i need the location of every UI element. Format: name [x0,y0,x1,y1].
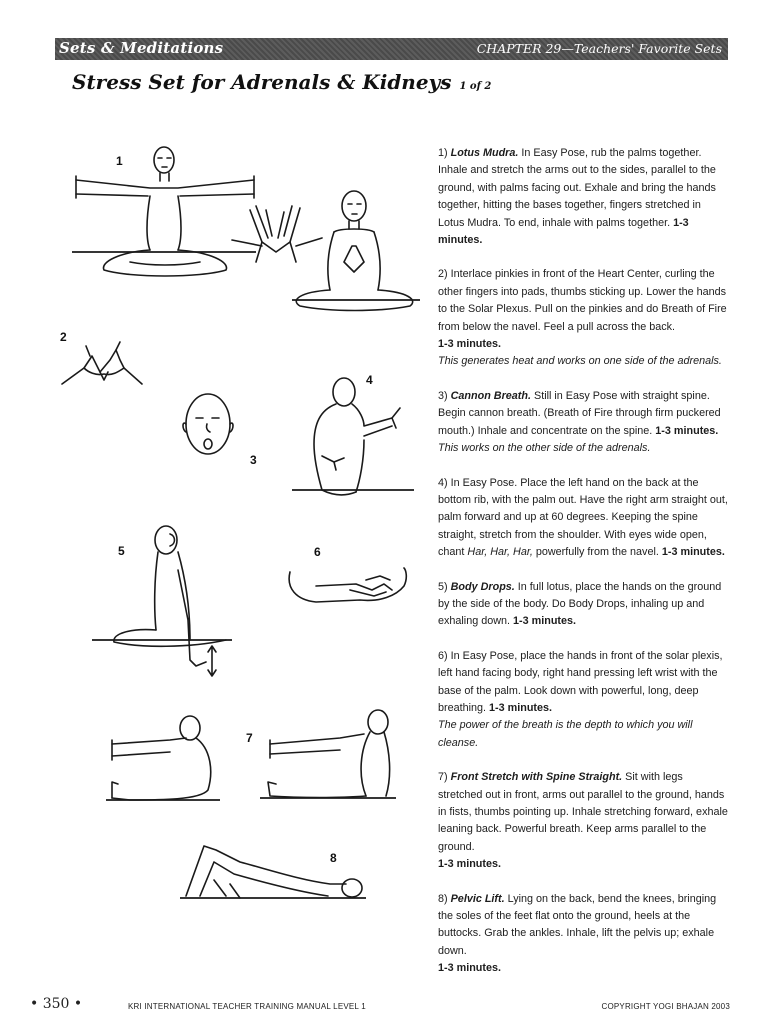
step-8-name: Pelvic Lift. [450,892,505,905]
page-title-part: 1 of 2 [459,81,492,92]
page-number: • 350 • [30,996,83,1012]
step-4-chant: Har, Har, Har, [467,546,533,559]
chapter-title: CHAPTER 29—Teachers' Favorite Sets [476,41,722,56]
step-7-name: Front Stretch with Spine Straight. [450,771,623,784]
figure-label-6: 6 [314,545,321,559]
step-4: 4) In Easy Pose. Place the left hand on the back at the bottom rib, with the palm out. Have the right arm straight out, palm forward and up at 60 degrees. Keeping the spine straight, stretch from the shoulder. With eyes wide open, chant Har, Har, Har, powerfully from the navel. 1-3 minutes. [438,476,728,559]
step-3-name: Cannon Breath. [450,389,531,402]
step-5-text: In full lotus, place the hands on the ground by the side of the body. Do Body Drops, inhaling up and exhaling down. [438,580,722,628]
figure-1-lotus-mudra-hands [232,206,322,262]
figure-3-cannon-breath [183,394,257,467]
step-5-duration: 1-3 minutes. [513,615,577,628]
figure-7-front-stretch-forward [106,716,220,800]
manual-title: KRI INTERNATIONAL TEACHER TRAINING MANUAL LEVEL 1 [128,1002,366,1011]
figure-6-hands-pressing [289,545,406,602]
section-title: Sets & Meditations [59,39,224,57]
step-7: 7) Front Stretch with Spine Straight. Sit with legs stretched out in front, arms out parallel to the ground, hands in fists, thumbs pointing up. Inhale stretching forward, exhale leaning back. Powerful breath. Keep arms parallel to the ground. 1-3 minutes. [438,771,728,871]
step-2: 2) Interlace pinkies in front of the Heart Center, curling the other fingers into pads, thumbs sticking up. Lower the hands to the Solar Plexus. Pull on the pinkies and do Breath of Fire from below the navel. Feel a pull across the back. 1-3 minutes. This generates heat and works on one side of the adrenals. [438,268,727,368]
step-3-text: Still in Easy Pose with straight spine. Begin cannon breath. (Breath of Fire through firm puckered mouth.) Inhale and concentrate on the spine. [438,389,721,437]
step-4-duration: 1-3 minutes. [661,546,725,559]
figure-2-interlaced-pinkies [60,330,142,384]
figure-7-front-stretch-back [246,710,396,798]
step-1-text: In Easy Pose, rub the palms together. Inhale and stretch the arms out to the sides, parallel to the ground, with palms facing out. Exhale and bring the hands together, hitting the bases together, fingers stretched in Lotus Mudra. To end, inhale with palms together. [438,147,716,229]
figure-5-body-drops [92,526,232,676]
step-3-duration: 1-3 minutes. [655,424,719,437]
page-footer [30,996,730,1016]
figure-8-pelvic-lift [180,846,366,898]
step-2-note: This generates heat and works on one side of the adrenals. [438,355,722,368]
page-title-main: Stress Set for Adrenals & Kidneys [72,70,452,94]
step-1-name: Lotus Mudra. [450,147,519,159]
step-1: 1) Lotus Mudra. In Easy Pose, rub the palms together. Inhale and stretch the arms out to the sides, parallel to the ground, with palms facing out. Exhale and bring the hands together, hitting the bases together, fingers stretched in Lotus Mudra. To end, inhale with palms together. 1-3 minutes. [438,147,716,247]
figure-1-arms-out [72,147,256,276]
copyright: COPYRIGHT YOGI BHAJAN 2003 [601,1002,730,1011]
step-2-duration: 1-3 minutes. [438,338,501,351]
figure-label-8: 8 [330,851,337,865]
step-2-text: Interlace pinkies in front of the Heart Center, curling the other fingers into pads, thumbs sticking up. Lower the hands to the Solar Plexus. Pull on the pinkies and do Breath of Fire from below the navel. Feel a pull across the back. [438,268,727,333]
step-8-text: Lying on the back, bend the knees, bringing the soles of the feet flat onto the ground, heels at the buttocks. Grab the ankles. Inhale, lift the pelvis up; exhale down. [438,892,717,957]
step-8-duration: 1-3 minutes. [438,962,501,975]
figure-label-7: 7 [246,731,253,745]
step-5: 5) Body Drops. In full lotus, place the hands on the ground by the side of the body. Do Body Drops, inhaling up and exhaling down. 1-3 minutes. [438,580,722,628]
step-1-duration: 1-3 minutes. [438,216,689,247]
figure-label-4: 4 [366,373,373,387]
step-3-note: This works on the other side of the adrenals. [438,442,651,455]
figure-label-1: 1 [116,154,123,168]
step-4-text-b: powerfully from the navel. [535,546,659,559]
step-6-text: In Easy Pose, place the hands in front of the solar plexis, left hand facing body, right hand pressing left wrist with the base of the palm. Look down with powerful, long, deep breathing. [438,649,723,714]
figure-4-arm-raised [292,373,414,495]
step-7-duration: 1-3 minutes. [438,858,501,871]
step-6-duration: 1-3 minutes. [489,701,553,714]
step-8: 8) Pelvic Lift. Lying on the back, bend the knees, bringing the soles of the feet flat onto the ground, heels at the buttocks. Grab the ankles. Inhale, lift the pelvis up; exhale down. 1-3 minutes. [438,892,717,975]
step-5-name: Body Drops. [450,580,515,593]
step-3: 3) Cannon Breath. Still in Easy Pose with straight spine. Begin cannon breath. (Breath of Fire through firm puckered mouth.) Inhale and concentrate on the spine. 1-3 minutes. This works on the other side of the adrenals. [438,389,721,455]
step-6: 6) In Easy Pose, place the hands in front of the solar plexis, left hand facing body, right hand pressing left wrist with the base of the palm. Look down with powerful, long, deep breathing. 1-3 minutes. The power of the breath is the depth to which you will cleanse. [438,649,723,749]
step-7-text: Sit with legs stretched out in front, arms out parallel to the ground, hands in fists, thumbs pointing up. Inhale stretching forward, exhale leaning back. Powerful breath. Keep arms parallel to the ground. [438,771,728,853]
figure-label-3: 3 [250,453,257,467]
instructions-column [438,145,728,995]
figure-label-5: 5 [118,544,125,558]
figure-label-2: 2 [60,330,67,344]
step-6-note: The power of the breath is the depth to which you will cleanse. [438,719,693,749]
figure-1-hands-together [292,191,420,311]
step-4-text-a: In Easy Pose. Place the left hand on the back at the bottom rib, with the palm out. Have the right arm straight out, palm forward and up at 60 degrees. Keeping the spine straight, stretch from the shoulder. With eyes wide open, chant [438,476,728,559]
